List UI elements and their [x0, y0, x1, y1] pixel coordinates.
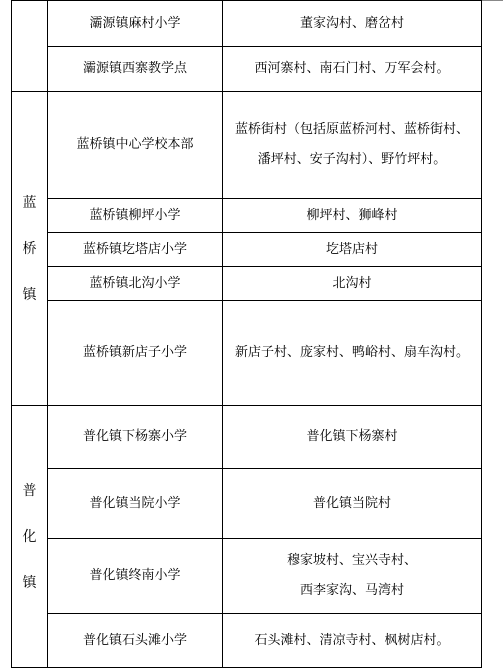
- school-name: 普化镇下杨寨小学: [48, 406, 223, 469]
- school-name: 蓝桥镇中心学校本部: [48, 92, 223, 199]
- table-row: [12, 614, 482, 668]
- villages-cell: 新店子村、庞家村、鸭峪村、扇车沟村。: [223, 301, 482, 406]
- table-row: [12, 199, 482, 233]
- school-name: 蓝桥镇柳坪小学: [48, 199, 223, 233]
- table-row: [12, 301, 482, 406]
- town-char: 普: [22, 482, 37, 499]
- villages-cell: 董家沟村、磨岔村: [223, 1, 482, 47]
- school-name: 蓝桥镇圪塔店小学: [48, 233, 223, 267]
- town-cell-lanqiao: [12, 92, 48, 406]
- town-char: 桥: [22, 240, 37, 257]
- villages-line: 西李家沟、马湾村: [299, 583, 404, 598]
- villages-cell: 柳坪村、狮峰村: [223, 199, 482, 233]
- school-name: 蓝桥镇新店子小学: [48, 301, 223, 406]
- villages-cell: 西河寨村、南石门村、万军会村。: [223, 47, 482, 92]
- table-row: [12, 267, 482, 301]
- villages-cell: 普化镇当院村: [223, 469, 482, 539]
- villages-line: 潘坪村、安子沟村）、野竹坪村。: [257, 152, 447, 167]
- school-name: 普化镇终南小学: [48, 539, 223, 614]
- villages-cell: 普化镇下杨寨村: [223, 406, 482, 469]
- school-name: 普化镇石头滩小学: [48, 614, 223, 668]
- town-cell-puhua: [12, 406, 48, 668]
- villages-cell: 圪塔店村: [223, 233, 482, 267]
- school-name: 灞源镇西寨教学点: [48, 47, 223, 92]
- town-char: 镇: [22, 286, 37, 303]
- school-name: 蓝桥镇北沟小学: [48, 267, 223, 301]
- villages-cell: 石头滩村、清凉寺村、枫树店村。: [223, 614, 482, 668]
- table-row: [12, 92, 482, 199]
- town-char: 化: [22, 528, 37, 545]
- town-cell-continued: [12, 1, 48, 92]
- school-district-table: [11, 0, 482, 668]
- villages-cell: [223, 92, 482, 199]
- table-row: [12, 47, 482, 92]
- villages-line: 蓝桥街村（包括原蓝桥河村、蓝桥街村、: [234, 122, 469, 137]
- town-char: 镇: [22, 574, 37, 591]
- town-char: 蓝: [22, 194, 37, 211]
- villages-cell: 北沟村: [223, 267, 482, 301]
- villages-line: 穆家坡村、宝兴寺村、: [286, 553, 417, 568]
- school-name: 普化镇当院小学: [48, 469, 223, 539]
- school-name: 灞源镇麻村小学: [48, 1, 223, 47]
- table-row: [12, 1, 482, 47]
- table-row: [12, 406, 482, 469]
- table-row: [12, 233, 482, 267]
- table-row: [12, 469, 482, 539]
- table-row: [12, 539, 482, 614]
- villages-cell: [223, 539, 482, 614]
